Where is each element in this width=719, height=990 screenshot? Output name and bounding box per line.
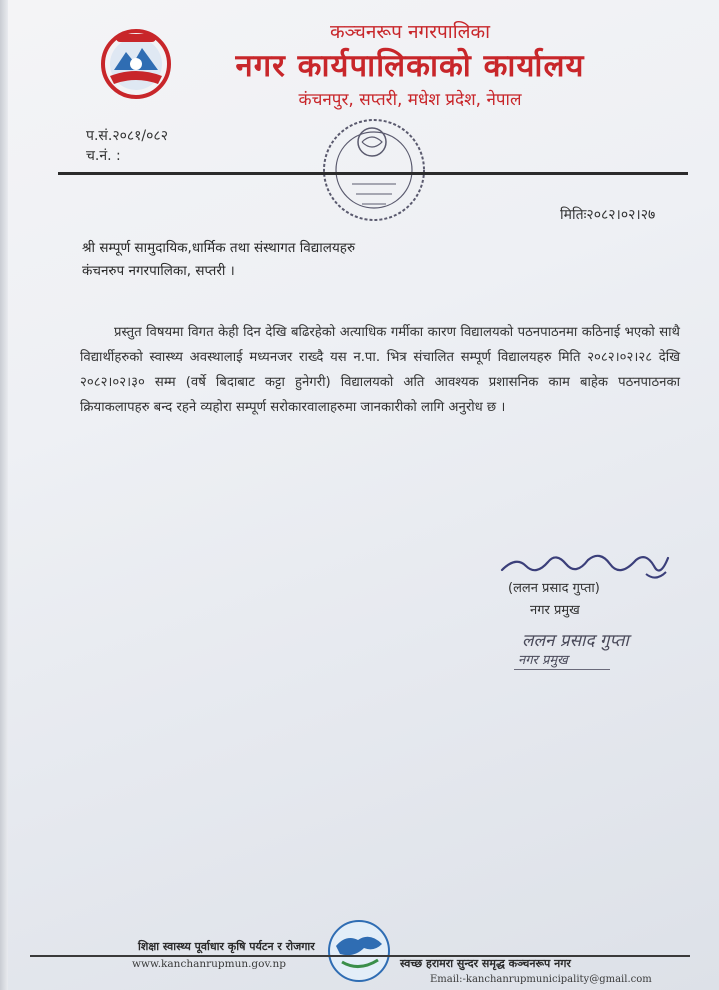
letter-date: मितिः२०८२।०२।२७ bbox=[560, 207, 656, 223]
letter-body: प्रस्तुत विषयमा विगत केही दिन देखि बढिरहेको अत्याधिक गर्मीका कारण विद्यालयको पठनपाठनमा कठिनाई भएको साथै विद्यार्थीहरुको स्वास्थ्य अवस्थालाई मध्यनजर राख्दै यस न.पा. भित्र संचालित सम्पूर्ण विद्यालयहरु मिति २०८२।०२।२८ देखि २०८२।०२।३० सम्म (वर्षे बिदाबाट कट्टा हुनेगरी) विद्यालयको अति आवश्यक प्रशासनिक काम बाहेक पठनपाठनका क्रियाकलापहरु बन्द रहने व्यहोरा सम्पूर्ण सरोकारवालाहरुमा जानकारीको लागि अनुरोध छ । bbox=[80, 325, 680, 415]
footer-divider bbox=[30, 955, 690, 957]
handwritten-title: नगर प्रमुख bbox=[518, 650, 568, 668]
office-title: नगर कार्यपालिकाको कार्यालय bbox=[235, 48, 585, 84]
signatory-name: (ललन प्रसाद गुप्ता) bbox=[508, 581, 600, 596]
footer-right-slogan: स्वच्छ हरामरा सुन्दर समृद्ध कञ्चनरूप नगर bbox=[400, 957, 571, 970]
municipality-name: कञ्चनरूप नगरपालिका bbox=[329, 21, 491, 43]
signatory-title: नगर प्रमुख bbox=[530, 603, 580, 618]
footer-globe-logo-icon bbox=[320, 918, 398, 984]
footer-website[interactable]: www.kanchanrupmun.gov.np bbox=[132, 958, 286, 970]
dispatch-stamp-icon bbox=[316, 112, 432, 228]
footer-left-slogan: शिक्षा स्वास्थ्य पूर्वाधार कृषि पर्यटन र रोजगार bbox=[138, 940, 315, 953]
municipality-emblem-icon bbox=[96, 26, 176, 100]
addressee-line-2: कंचनरुप नगरपालिका, सप्तरी । bbox=[82, 263, 235, 279]
addressee-line-1: श्री सम्पूर्ण सामुदायिक,धार्मिक तथा संस्थागत विद्यालयहरु bbox=[82, 240, 356, 256]
page-edge-shadow bbox=[0, 0, 8, 990]
letter-number: प.सं.२०८१/०८२ bbox=[86, 128, 168, 144]
dispatch-number: च.नं. : bbox=[86, 148, 121, 164]
footer-email[interactable]: Email:-kanchanrupmunicipality@gmail.com bbox=[430, 974, 652, 985]
header-divider bbox=[58, 172, 688, 175]
office-address: कंचनपुर, सप्तरी, मधेश प्रदेश, नेपाल bbox=[298, 90, 522, 110]
handwritten-name: ललन प्रसाद गुप्ता bbox=[522, 631, 629, 651]
